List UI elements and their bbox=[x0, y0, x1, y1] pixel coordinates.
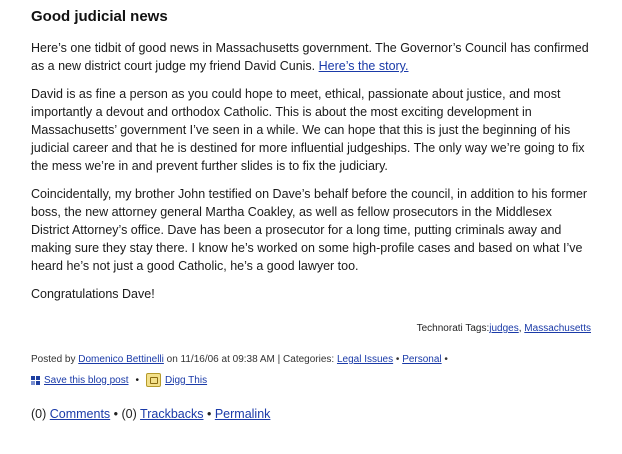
digg-icon[interactable] bbox=[146, 373, 161, 387]
posted-by-label: Posted by bbox=[31, 354, 79, 365]
post-meta bbox=[31, 354, 591, 365]
category-separator: • bbox=[393, 354, 403, 365]
tag-link-judges[interactable]: judges bbox=[489, 323, 519, 334]
paragraph-congratulations: Congratulations Dave! bbox=[31, 287, 155, 301]
category-link-personal[interactable]: Personal bbox=[402, 354, 442, 365]
permalink-link[interactable]: Permalink bbox=[214, 407, 271, 421]
category-trailing-bullet: • bbox=[441, 354, 448, 365]
post-footer bbox=[31, 407, 591, 421]
tags-separator: , bbox=[518, 323, 525, 334]
trackbacks-count: (0) bbox=[121, 407, 141, 421]
intro-text: Here’s one tidbit of good news in Massachusetts government. The Governor’s Council has confirmed as a new district court judge my friend David Cunis. bbox=[31, 41, 589, 73]
comments-link[interactable]: Comments bbox=[49, 407, 111, 421]
tag-link-massachusetts[interactable]: Massachusetts bbox=[524, 323, 591, 334]
technorati-tags bbox=[31, 323, 591, 334]
post-title: Good judicial news bbox=[31, 8, 168, 25]
author-link[interactable]: Domenico Bettinelli bbox=[78, 354, 164, 365]
save-blog-post-icon[interactable] bbox=[31, 376, 40, 385]
paragraph-testimony: Coincidentally, my brother John testified on Dave’s behalf before the council, in addition to his former boss, the new attorney general Martha Coakley, as well as fellow prosecutors in the Middlesex District Attorney’s office. Dave has been a prosecutor for a long time, putting criminals away and making sure they stay there. I know he’s worked on some high-profile cases and based on what I’ve heard he’s not just a good Catholic, he’s a good lawyer too. bbox=[31, 187, 588, 273]
post-date-text: on 11/16/06 at 09:38 AM | Categories: bbox=[163, 354, 337, 365]
category-link-legal-issues[interactable]: Legal Issues bbox=[336, 354, 394, 365]
paragraph-intro bbox=[31, 39, 591, 75]
trackbacks-link[interactable]: Trackbacks bbox=[140, 407, 204, 421]
social-bookmarks bbox=[31, 373, 591, 387]
paragraph-about-david: David is as fine a person as you could hope to meet, ethical, passionate about justice, and most importantly a devout and orthodox Catholic. This is about the most exciting development in Massachusetts’ government I’ve seen in a while. We can hope that this is just the beginning of his judicial career and that he is destined for more influential judgeships. The only way we’re going to fix the mess we’re in and prevent further slides is to fix the judiciary. bbox=[31, 87, 585, 173]
footer-separator-2: • bbox=[203, 407, 215, 421]
story-link[interactable]: Here’s the story. bbox=[318, 59, 409, 73]
footer-separator-1: • bbox=[110, 407, 122, 421]
comments-count: (0) bbox=[31, 407, 50, 421]
save-blog-post-link[interactable]: Save this blog post bbox=[44, 374, 129, 386]
social-separator: • bbox=[135, 374, 140, 386]
tags-label: Technorati Tags: bbox=[416, 323, 490, 334]
digg-this-link[interactable]: Digg This bbox=[165, 374, 208, 386]
